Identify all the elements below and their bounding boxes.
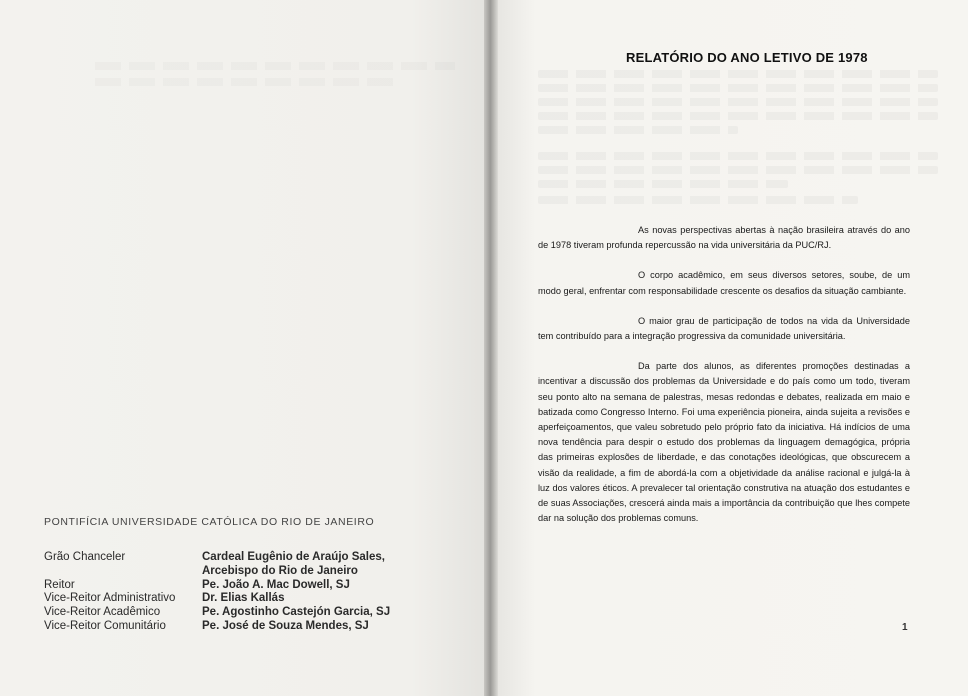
bleed-through [95,78,395,86]
officer-name: Pe. Agostinho Castejón Garcia, SJ [202,606,391,619]
officer-title: Vice-Reitor Administrativo [44,592,176,605]
paragraph: O maior grau de participação de todos na vida da Universidade tem contribuído para a integração progressiva da comunidade universitária. [538,315,910,342]
bleed-through [538,166,938,174]
officer-title: Reitor [44,578,75,591]
paragraph: Da parte dos alunos, as diferentes promoções destinadas a incentivar a discussão dos problemas da Universidade e do país como um todo, tiveram seu ponto alto na semana de palestras, mesas redondas e debates, realizada em maio e batizada como Congresso Interno. Foi uma experiência pioneira, ainda sujeita a revisões e aperfeiçoamentos, que valeu sobretudo pelo próprio fato da iniciativa. Há indícios de uma nova tendência para despir o estudo dos problemas da linguagem demagógica, própria das primeiras explosões de liberdade, e das conotações ideológicas, que obscurecem a visão da realidade, a fim de abordá-la com a objetividade da análise racional e julgá-la à luz dos valores éticos. A prevalecer tal orientação construtiva na atuação dos estudantes e de suas Associações, crescerá ainda mais a importância da contribuição que lhes compete dar na solução dos problemas comuns. [538,361,910,524]
bleed-through [538,70,938,78]
report-body [538,223,910,541]
officer-name: Dr. Elias Kallás [202,592,285,605]
officer-name: Pe. João A. Mac Dowell, SJ [202,578,350,591]
officer-names [202,551,442,634]
officer-name: Arcebispo do Rio de Janeiro [202,564,358,577]
officer-name: Pe. José de Souza Mendes, SJ [202,619,369,632]
officer-title: Grão Chanceler [44,551,126,563]
bleed-through [538,112,938,120]
paragraph: O corpo acadêmico, em seus diversos setores, soube, de um modo geral, enfrentar com responsabilidade crescente os desafios da situação cambiante. [538,270,910,296]
university-name: PONTIFÍCIA UNIVERSIDADE CATÓLICA DO RIO DE JANEIRO [44,516,375,528]
bleed-through [95,62,455,70]
bleed-through [538,152,938,160]
paragraph: As novas perspectivas abertas à nação brasileira através do ano de 1978 tiveram profunda repercussão na vida universitária da PUC/RJ. [538,225,910,251]
officer-titles [44,551,204,634]
officer-title: Vice-Reitor Acadêmico [44,606,161,619]
bleed-through [538,84,938,92]
bleed-through [538,180,788,188]
right-page [498,0,968,696]
bleed-through [538,126,738,134]
book-gutter [484,0,498,696]
bleed-through [538,196,858,204]
officer-name: Cardeal Eugênio de Araújo Sales, [202,551,385,563]
officer-title: Vice-Reitor Comunitário [44,619,166,632]
report-title: RELATÓRIO DO ANO LETIVO DE 1978 [626,50,868,65]
page-number: 1 [902,622,908,633]
bleed-through [538,98,938,106]
